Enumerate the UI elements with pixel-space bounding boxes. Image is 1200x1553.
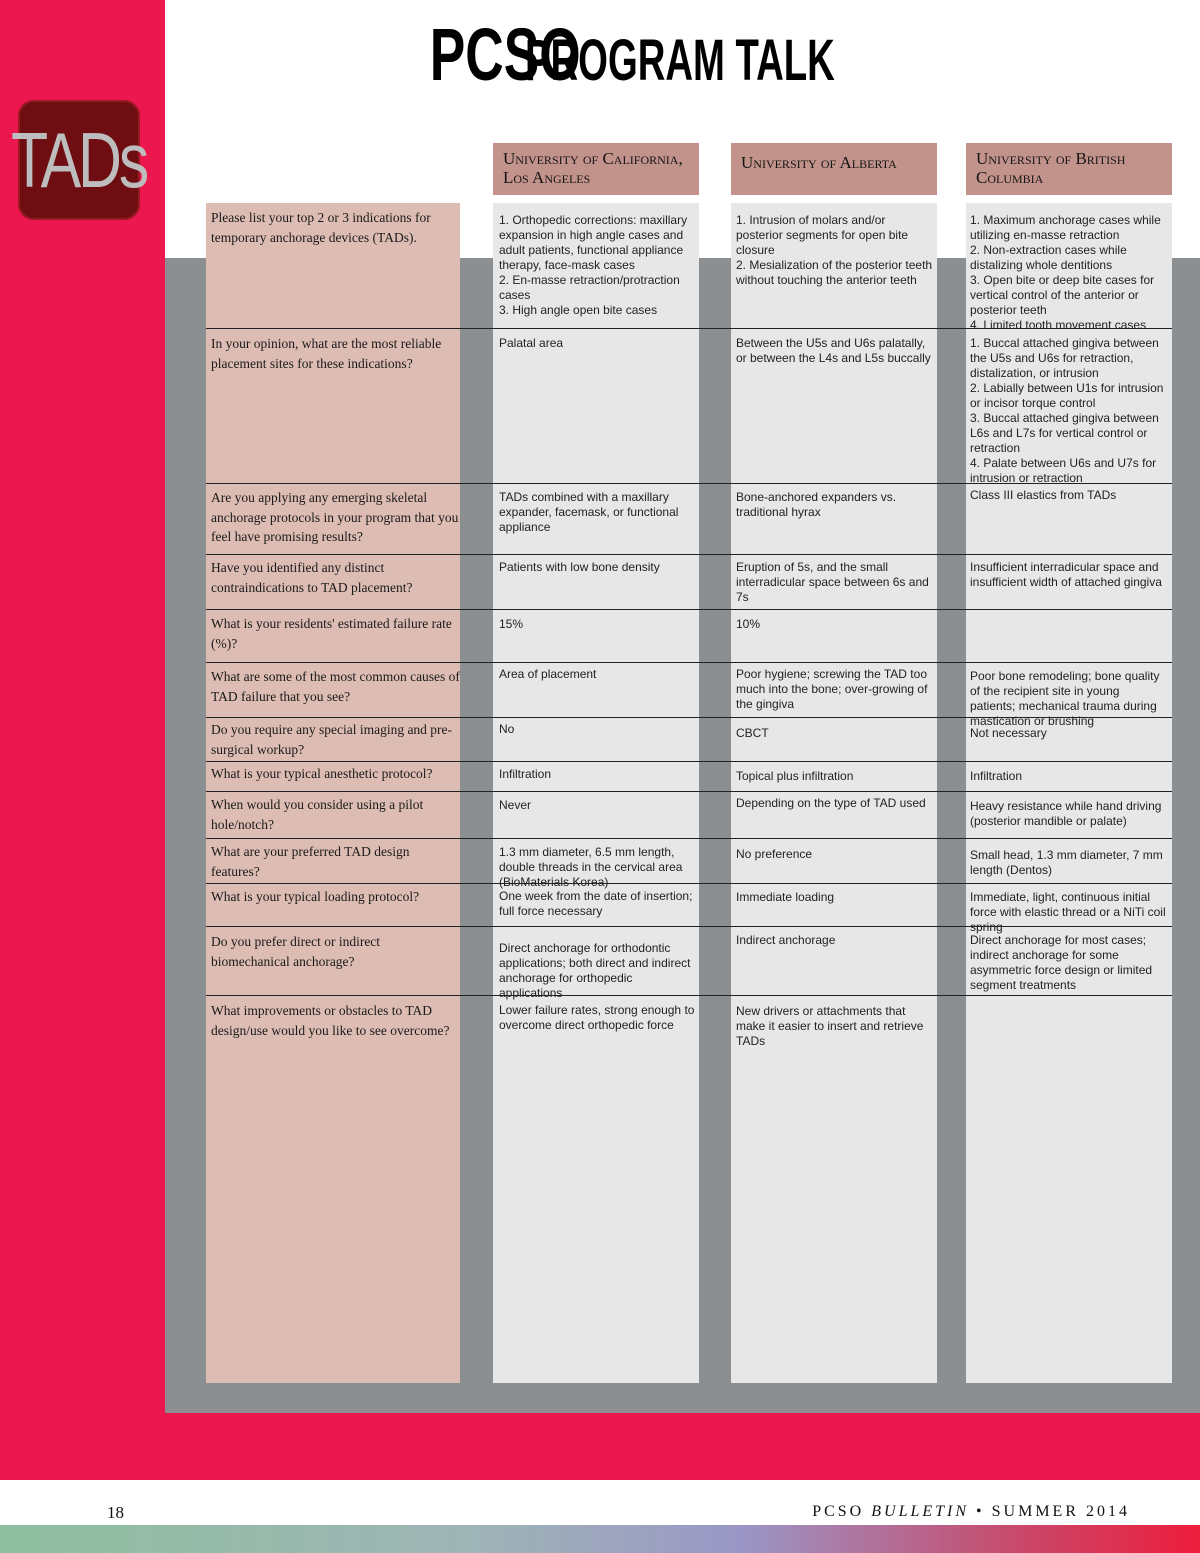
- answer-ubc: 1. Buccal attached gingiva between the U5s and U6s for retraction, distalization, or intrusion 2. Labially between U1s for intrusion or incisor torque control 3. Buccal attached gingiva between L6s and L7s for vertical control or retraction 4. Palate between U6s and U7s for intrusion or retraction: [970, 336, 1164, 485]
- row-separator: [206, 838, 1172, 839]
- row-separator: [206, 761, 1172, 762]
- question-text: Please list your top 2 or 3 indications for temporary anchorage devices (TADs).: [211, 210, 431, 245]
- answer-ubc: Heavy resistance while hand driving (posterior mandible or palate): [970, 799, 1162, 828]
- answer-ubc: Infiltration: [970, 769, 1023, 783]
- answer-ubc: 1. Maximum anchorage cases while utilizing en-masse retraction 2. Non-extraction cases while distalizing whole dentitions 3. Open bite or deep bite cases for vertical control of the anterior or posterior teeth 4. Limited tooth movement cases: [970, 213, 1161, 332]
- tads-logo-badge: [11, 100, 147, 220]
- university-header-ucla: University of California, Los Angeles: [493, 143, 699, 195]
- answer-alberta: Poor hygiene; screwing the TAD too much into the bone; over-growing of the gingiva: [736, 667, 928, 711]
- footer-pub-title: BULLETIN: [871, 1503, 970, 1520]
- answer-ucla: Never: [499, 798, 532, 812]
- answer-ubc: Class III elastics from TADs: [970, 488, 1117, 502]
- title-part-2: PROGRAM TALK: [524, 28, 835, 93]
- publication-footer: [812, 1503, 1130, 1521]
- answer-ucla: Palatal area: [499, 336, 564, 350]
- title-part-1: PCSO: [429, 13, 581, 96]
- answer-ucla: 15%: [499, 617, 524, 631]
- question-text: What are your preferred TAD design features?: [211, 844, 410, 879]
- row-separator: [206, 662, 1172, 663]
- row-separator: [206, 554, 1172, 555]
- footer-gradient-bar: [0, 1525, 1200, 1553]
- answer-ubc: Immediate, light, continuous initial force with elastic thread or a NiTi coil spring: [970, 890, 1166, 934]
- answer-alberta: Depending on the type of TAD used: [736, 796, 926, 810]
- answer-ucla: No: [499, 722, 515, 736]
- question-text: What is your typical loading protocol?: [211, 889, 420, 904]
- answer-ubc: Not necessary: [970, 726, 1047, 740]
- question-text: What improvements or obstacles to TAD design/use would you like to see overcome?: [211, 1003, 450, 1038]
- answer-alberta: No preference: [736, 847, 813, 861]
- bottom-red-band: [0, 1413, 1200, 1480]
- footer-pub-prefix: PCSO: [812, 1503, 865, 1520]
- answer-alberta: Bone-anchored expanders vs. traditional hyrax: [736, 490, 897, 519]
- row-separator: [206, 609, 1172, 610]
- question-text: Have you identified any distinct contraindications to TAD placement?: [211, 560, 413, 595]
- row-separator: [206, 791, 1172, 792]
- answer-ucla: 1. Orthopedic corrections: maxillary expansion in high angle cases and adult patients, functional appliance therapy, face-mask cases 2. En-masse retraction/protraction cases 3. High angle open bite cases: [499, 213, 688, 317]
- answer-alberta: Immediate loading: [736, 890, 835, 904]
- university-header-alberta: University of Alberta: [731, 143, 937, 195]
- question-text: What is your typical anesthetic protocol?: [211, 766, 433, 781]
- answer-alberta: Topical plus infiltration: [736, 769, 854, 783]
- question-text: What is your residents' estimated failure rate (%)?: [211, 616, 452, 651]
- answer-alberta: Between the U5s and U6s palatally, or between the L4s and L5s buccally: [736, 336, 931, 365]
- answer-column-ucla: [493, 203, 699, 1383]
- answer-column-alberta: [731, 203, 937, 1383]
- answer-ucla: TADs combined with a maxillary expander, facemask, or functional appliance: [499, 490, 679, 534]
- answer-ucla: One week from the date of insertion; full force necessary: [499, 889, 693, 918]
- answer-alberta: 10%: [736, 617, 761, 631]
- answer-ucla: Area of placement: [499, 667, 597, 681]
- answer-alberta: New drivers or attachments that make it easier to insert and retrieve TADs: [736, 1004, 924, 1048]
- page-title: [165, 12, 1200, 97]
- question-text: What are some of the most common causes of TAD failure that you see?: [211, 669, 460, 704]
- answer-ubc: Insufficient interradicular space and insufficient width of attached gingiva: [970, 560, 1162, 589]
- question-text: Do you prefer direct or indirect biomechanical anchorage?: [211, 934, 381, 969]
- tads-logo-text: TADs: [11, 115, 147, 204]
- answer-alberta: Eruption of 5s, and the small interradicular space between 6s and 7s: [736, 560, 929, 604]
- university-header-ubc: University of British Columbia: [966, 143, 1172, 195]
- answer-alberta: Indirect anchorage: [736, 933, 836, 947]
- answer-alberta: CBCT: [736, 726, 769, 740]
- answer-ubc: Small head, 1.3 mm diameter, 7 mm length (Dentos): [970, 848, 1163, 877]
- footer-issue: SUMMER 2014: [991, 1503, 1130, 1520]
- footer-separator: •: [976, 1503, 985, 1520]
- question-text: Are you applying any emerging skeletal anchorage protocols in your program that you feel have promising results?: [211, 490, 459, 544]
- answer-ubc: Poor bone remodeling; bone quality of the recipient site in young patients; mechanical trauma during mastication or brushing: [970, 669, 1160, 728]
- question-column: [206, 203, 460, 1383]
- answer-ucla: 1.3 mm diameter, 6.5 mm length, double threads in the cervical area (BioMaterials Korea): [499, 845, 683, 889]
- answer-ucla: Lower failure rates, strong enough to overcome direct orthopedic force: [499, 1003, 695, 1032]
- answer-ucla: Patients with low bone density: [499, 560, 660, 574]
- page-number: 18: [107, 1503, 124, 1522]
- answer-ucla: Infiltration: [499, 767, 552, 781]
- left-red-band: [0, 0, 165, 1480]
- answer-ucla: Direct anchorage for orthodontic applications; both direct and indirect anchorage for orthopedic applications: [499, 941, 691, 1000]
- question-text: Do you require any special imaging and pre-surgical workup?: [211, 722, 453, 757]
- answer-ubc: Direct anchorage for most cases; indirect anchorage for some asymmetric force design or limited segment treatments: [970, 933, 1153, 992]
- question-text: When would you consider using a pilot hole/notch?: [211, 797, 424, 832]
- question-text: In your opinion, what are the most reliable placement sites for these indications?: [211, 336, 442, 371]
- answer-alberta: 1. Intrusion of molars and/or posterior segments for open bite closure 2. Mesialization of the posterior teeth without touching the anterior teeth: [736, 213, 933, 287]
